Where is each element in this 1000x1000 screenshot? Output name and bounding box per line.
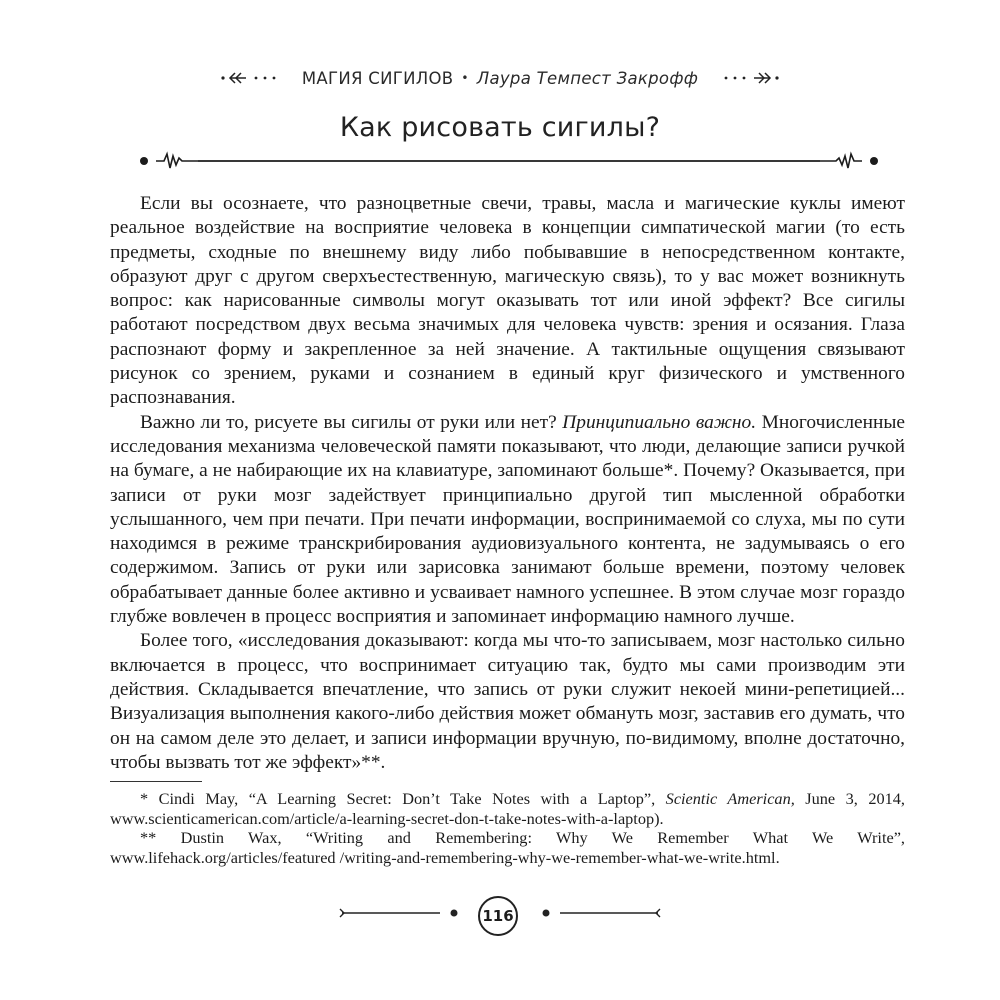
footnotes <box>110 789 905 867</box>
paragraph-2-rest: Многочисленные исследования механизма человеческой памяти показывают, что люди, делающие записи ручкой на бумаге, а не набирающие их на клавиатуре, запоминают больше*. Почему? Оказывается, при записи от руки мозг задействует принципиально другой тип мысленной обработки услышанного, чем при печати. При печати информации, воспринимаемой со слуха, мы по сути находимся в режиме транскрибирования аудиовизуального контента, не задумываясь о его содержимом. Запись от руки или зарисовка занимают больше времени, поэтому человек обрабатывает данные более активно и усваивает намного успешнее. В этом случае мозг гораздо глубже вовлечен в процесс восприятия и запоминает информацию намного лучше. <box>110 411 905 628</box>
author-name: Лаура Темпест Закрофф <box>476 68 699 88</box>
chapter-title: Как рисовать сигилы? <box>339 112 661 143</box>
paragraph-1: Если вы осознаете, что разноцветные свечи, травы, масла и магические куклы имеют реальное воздействие на восприятие человека в концепции симпатической магии (то есть предметы, сходные по внешнему виду либо побывавшие в непосредственном контакте, образуют друг с другом сверхъестественную, магическую связь), то у вас может возникнуть вопрос: как нарисованные символы могут оказывать тот или иной эффект? Все сигилы работают посредством двух весьма значимых для человека чувств: зрения и осязания. Глаза распознают форму и закрепленное за ней значение. А тактильные ощущения связывают рисунок со зрением, руками и сознанием в единый круг физического и умственного распознавания. <box>110 193 905 409</box>
header-separator: • <box>461 71 469 85</box>
paragraph-2 <box>110 411 905 630</box>
footnote-1 <box>110 789 905 828</box>
heartbeat-divider-icon <box>138 150 880 170</box>
footnote-1-journal: Scientic American, <box>665 789 795 808</box>
arrow-right-ornament-icon <box>720 71 780 85</box>
paragraph-2-start: Важно ли то, рисуете вы сигилы от руки или нет? <box>140 411 557 433</box>
paragraph-2-emphasis: Принципиально важно. <box>562 411 757 433</box>
footnote-1-start: * Cindi May, “A Learning Secret: Don’t Take Notes with a Laptop”, <box>140 789 656 808</box>
running-head <box>0 64 1000 92</box>
footnote-2: ** Dustin Wax, “Writing and Remembering: Why We Remember What We Write”, www.lifehack.org/articles/featured /writing-and-remembering-why-we-remember-what-we-write.html. <box>110 828 905 867</box>
footnote-1-rest: June 3, 2014, www.scienticamerican.com/article/a-learning-secret-don-t-take-notes-with-a-laptop). <box>110 789 905 828</box>
book-title: МАГИЯ СИГИЛОВ <box>301 68 454 88</box>
page-number: 116 <box>478 896 518 936</box>
main-text <box>110 192 905 775</box>
arrow-left-ornament-icon <box>220 71 280 85</box>
footnote-divider <box>110 781 202 782</box>
line-dot-ornament-icon <box>538 903 662 923</box>
paragraph-3: Более того, «исследования доказывают: когда мы что-то записываем, мозг настолько сильно включается в процесс, что воспринимает ситуацию так, будто мы сами производим эти действия. Складывается впечатление, что запись от руки служит некоей мини-репетицией... Визуализация выполнения какого-либо действия может обмануть мозг, заставив его думать, что он на самом деле это делает, и записи информации вручную, по-видимому, вполне достаточно, чтобы вызвать тот же эффект»**. <box>110 630 905 773</box>
line-dot-ornament-icon <box>338 903 462 923</box>
